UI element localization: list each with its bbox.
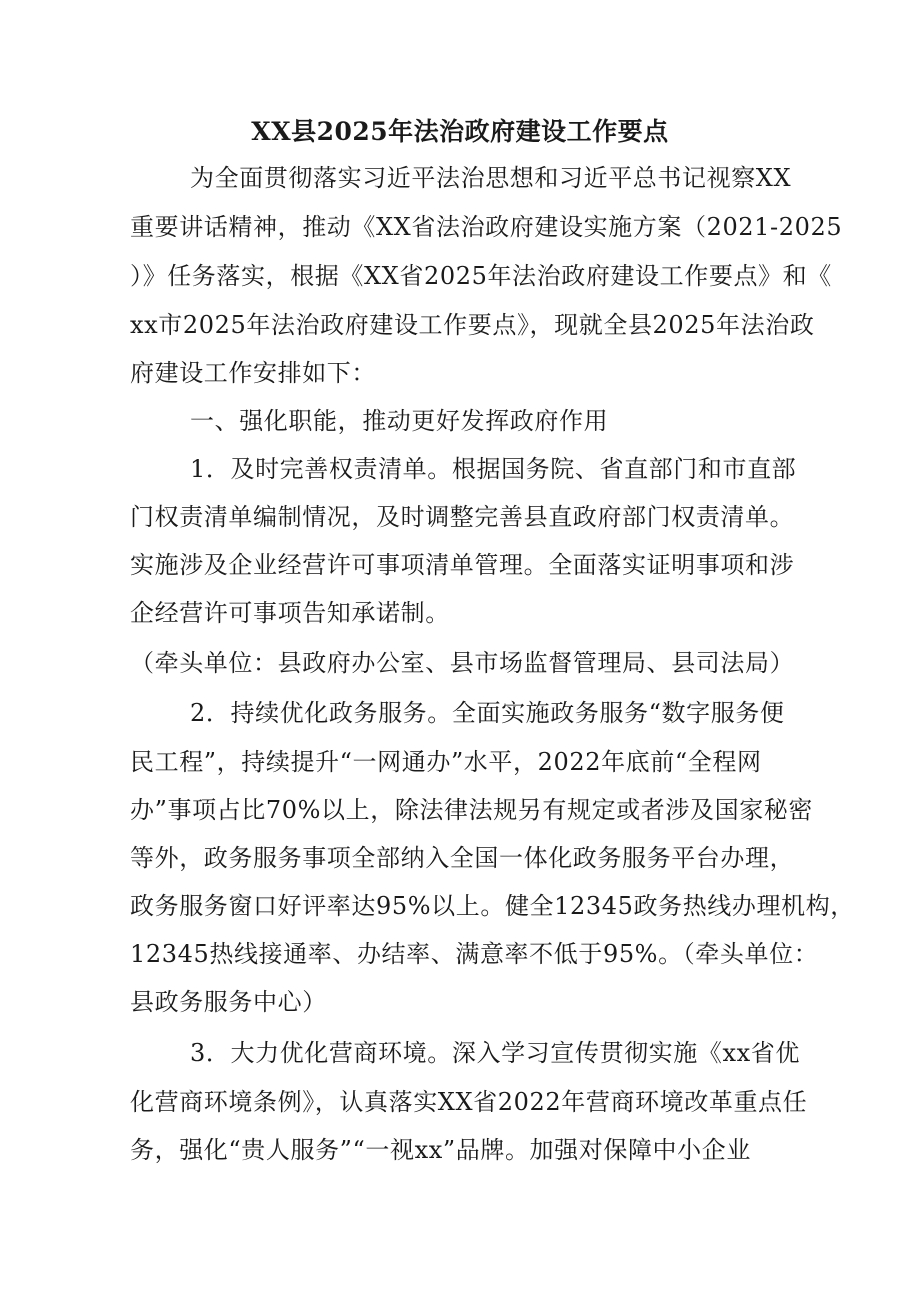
paragraph-line: 门权责清单编制情况，及时调整完善县直政府部门权责清单。 (130, 503, 795, 531)
paragraph-line: 为全面贯彻落实习近平法治思想和习近平总书记视察XX (190, 164, 792, 192)
paragraph-line: 企经营许可事项告知承诺制。 (130, 599, 450, 627)
paragraph-line: 12345热线接通率、办结率、满意率不低于95%。（牵头单位： (130, 940, 819, 968)
paragraph-line: ）》任务落实，根据《XX省2025年法治政府建设工作要点》和《 (130, 262, 832, 290)
paragraph-line: 1．及时完善权责清单。根据国务院、省直部门和市直部 (190, 455, 797, 483)
paragraph-line: 3．大力优化营商环境。深入学习宣传贯彻实施《xx省优 (190, 1039, 800, 1067)
paragraph-line: 重要讲话精神，推动《XX省法治政府建设实施方案（2021-2025 (130, 213, 843, 241)
document-title: XX县2025年法治政府建设工作要点 (251, 117, 669, 146)
paragraph-line: 实施涉及企业经营许可事项清单管理。全面落实证明事项和涉 (130, 551, 795, 579)
section-heading: 一、强化职能，推动更好发挥政府作用 (190, 407, 609, 435)
paragraph-line: xx市2025年法治政府建设工作要点》，现就全县2025年法治政 (130, 311, 815, 339)
lead-unit-note: （牵头单位：县政府办公室、县市场监督管理局、县司法局） (130, 649, 795, 677)
paragraph-line: 化营商环境条例》，认真落实XX省2022年营商环境改革重点任 (130, 1088, 808, 1116)
paragraph-line: 务，强化“贵人服务”“一视xx”品牌。加强对保障中小企业 (130, 1136, 751, 1164)
paragraph-line: 2．持续优化政务服务。全面实施政务服务“数字服务便 (190, 699, 785, 727)
paragraph-line: 等外，政务服务事项全部纳入全国一体化政务服务平台办理， (130, 844, 795, 872)
paragraph-line: 民工程”，持续提升“一网通办”水平，2022年底前“全程网 (130, 748, 762, 776)
paragraph-line: 县政务服务中心） (130, 988, 327, 1016)
paragraph-line: 府建设工作安排如下： (130, 359, 376, 387)
paragraph-line: 办”事项占比70%以上，除法律法规另有规定或者涉及国家秘密 (130, 796, 814, 824)
paragraph-line: 政务服务窗口好评率达95%以上。健全12345政务热线办理机构， (130, 892, 855, 920)
